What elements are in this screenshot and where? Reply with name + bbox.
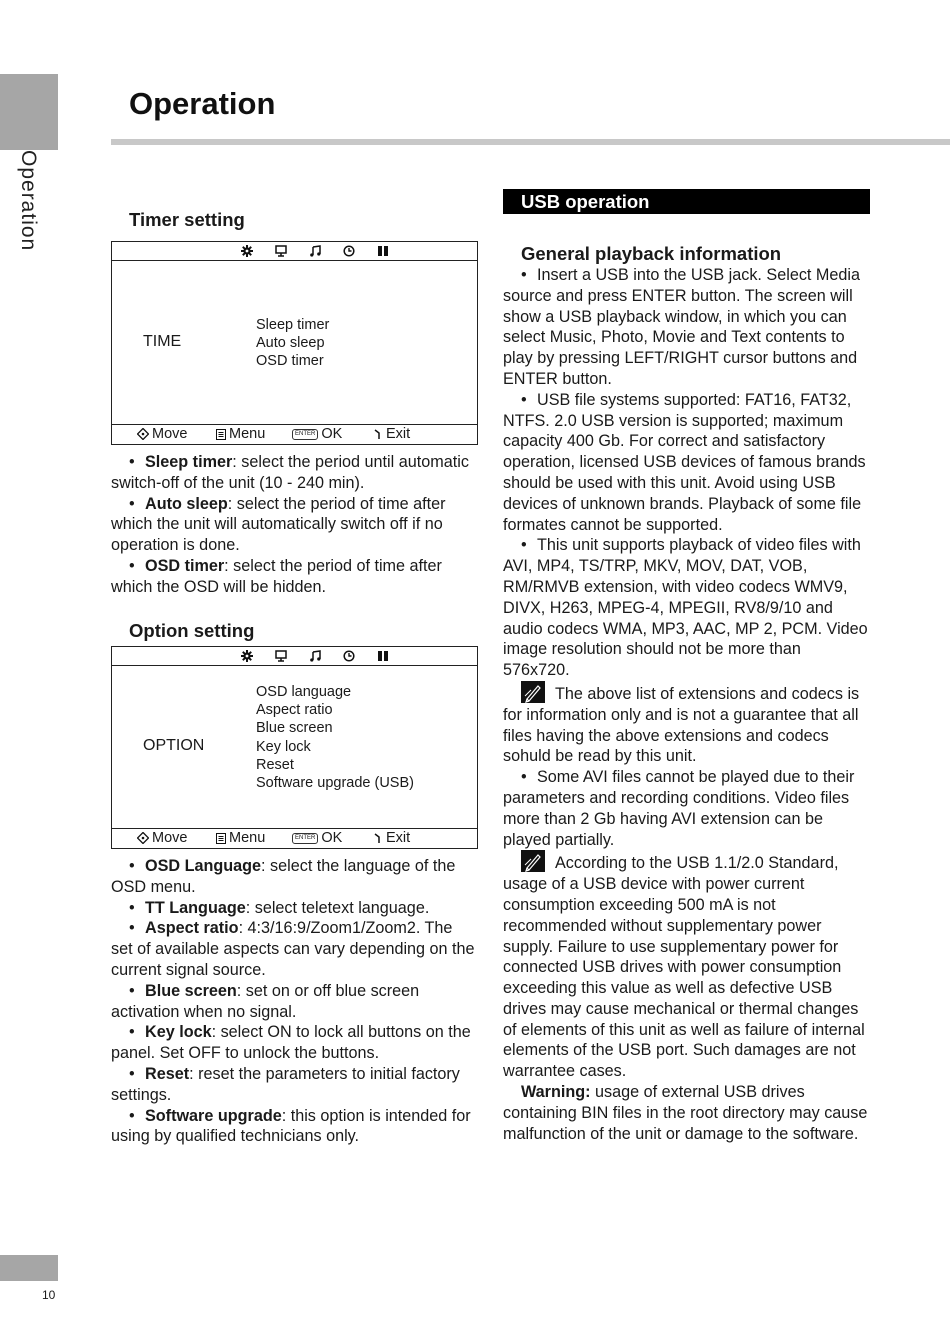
osd-category-label: OPTION <box>143 737 205 754</box>
menu-label: Menu <box>229 426 266 442</box>
usb-operation-text <box>503 265 871 1144</box>
osd-item-osd-language[interactable]: OSD language <box>256 684 352 700</box>
side-section-label: Operation <box>17 150 40 252</box>
timer-clock-icon <box>342 649 356 663</box>
bullet-reset: • Reset: reset the parameters to initial factory settings. <box>111 1064 478 1106</box>
osd-ok-hint <box>292 830 342 846</box>
title-divider <box>111 139 950 145</box>
osd-item-key-lock[interactable]: Key lock <box>256 738 311 755</box>
bullet-insert-usb: • Insert a USB into the USB jack. Select Media source and press ENTER button. The screen will show a USB playback window, in which you can select Music, Photo, Movie and Text contents to play by pressing LEFT/RIGHT cursor buttons and ENTER button. <box>503 265 871 390</box>
bullet-osd-timer: • OSD timer: select the period of time after which the OSD will be hidden. <box>111 556 478 598</box>
osd-item-software-upgrade[interactable]: Software upgrade (USB) <box>256 775 414 792</box>
bullet-aspect-ratio: • Aspect ratio: 4:3/16:9/Zoom1/Zoom2. The set of available aspects can vary depending on the current signal source. <box>111 918 478 980</box>
osd-item-auto-sleep[interactable]: Auto sleep <box>256 335 325 352</box>
timer-setting-description <box>111 452 478 598</box>
usb-operation-banner: USB operation <box>503 189 870 214</box>
osd-exit-hint <box>373 830 410 846</box>
general-playback-heading: General playback information <box>521 243 782 264</box>
note-usb-power: According to the USB 1.1/2.0 Standard, usage of a USB device with power current consumption exceeding 500 mA is not recommended without supplementary power supply. Failure to use supplementary power for connected USB drives with power consumption exceeding this value as well as defective USB drives may cause mechanical or thermal changes of elements of this unit as well as failure of internal elements of the USB port. Such damages are not warrantee cases. <box>503 850 871 1082</box>
menu-key-icon <box>216 833 226 844</box>
osd-item-reset[interactable]: Reset <box>256 756 294 773</box>
picture-monitor-icon <box>274 244 288 258</box>
osd-item-list <box>256 316 329 371</box>
settings-gear-icon <box>240 649 254 663</box>
warning-label: Warning: <box>521 1083 591 1102</box>
osd-item-osd-timer[interactable]: OSD timer <box>256 353 324 370</box>
enter-key-icon: ENTER <box>292 429 318 440</box>
move-label: Move <box>152 426 188 442</box>
ok-label: OK <box>321 830 343 846</box>
osd-tab-bar <box>112 242 477 261</box>
osd-menu-hint <box>216 830 265 846</box>
bullet-software-upgrade: • Software upgrade: this option is intended for using by qualified technicians only. <box>111 1106 478 1148</box>
osd-ok-hint <box>292 426 342 442</box>
menu-label: Menu <box>229 830 266 846</box>
picture-monitor-icon <box>274 649 288 663</box>
bullet-avi-files: • Some AVI files cannot be played due to their parameters and recording conditions. Video files more than 2 Gb having AVI extension can be played partially. <box>503 767 871 850</box>
warning-paragraph: Warning: usage of external USB drives containing BIN files in the root directory may cause malfunction of the unit or damage to the software. <box>503 1083 868 1143</box>
option-setting-description <box>111 856 478 1147</box>
sound-note-icon <box>308 649 322 663</box>
osd-tab-bar <box>112 647 477 666</box>
option-setting-heading: Option setting <box>129 620 255 641</box>
footer-tab-marker <box>0 1255 58 1281</box>
osd-move-hint <box>137 426 187 442</box>
option-osd-menu <box>111 646 478 849</box>
enter-key-icon: ENTER <box>292 833 318 844</box>
bullet-key-lock: • Key lock: select ON to lock all buttons on the panel. Set OFF to unlock the buttons. <box>111 1022 478 1064</box>
note-extensions: The above list of extensions and codecs is for information only and is not a guarantee that all files having the above extensions and codecs sohuld be read by this unit. <box>503 681 871 767</box>
osd-body <box>112 666 477 829</box>
timer-setting-heading: Timer setting <box>129 209 245 230</box>
osd-footer <box>112 425 477 444</box>
note-pen-icon <box>521 681 545 703</box>
note-pen-icon <box>521 850 545 872</box>
bullet-supported-formats: • This unit supports playback of video files with AVI, MP4, TS/TRP, MKV, MOV, DAT, VOB, RM/RMVB extension, with video codecs WMV9, DIVX, H263, MPEG-4, MPEGII, RV8/9/10 and audio codecs WMA, MP3, AAC, MP 2, PCM. Video image resolution should not be more than 576x720. <box>503 535 871 681</box>
option-bars-icon <box>376 649 390 663</box>
osd-menu-hint <box>216 426 265 442</box>
osd-exit-hint <box>373 426 410 442</box>
move-arrows-icon <box>137 428 149 440</box>
exit-return-icon <box>373 429 383 440</box>
option-bars-icon <box>376 244 390 258</box>
exit-label: Exit <box>386 426 411 442</box>
timer-clock-icon <box>342 244 356 258</box>
menu-key-icon <box>216 429 226 440</box>
bullet-blue-screen: • Blue screen: set on or off blue screen activation when no signal. <box>111 981 478 1023</box>
osd-footer <box>112 829 477 848</box>
bullet-auto-sleep: • Auto sleep: select the period of time after which the unit will automatically switch off if no operation is done. <box>111 494 478 556</box>
bullet-osd-language: • OSD Language: select the language of the OSD menu. <box>111 856 478 898</box>
timer-osd-menu <box>111 241 478 445</box>
bullet-file-systems: • USB file systems supported: FAT16, FAT32, NTFS. 2.0 USB version is supported; maximum capacity 400 Gb. For correct and satisfactory operation, licensed USB devices of famous brands should be used with this unit. Avoid using USB devices of unknown brands. Playback of some file formates cannot be supported. <box>503 390 871 536</box>
side-tab-marker <box>0 74 58 150</box>
settings-gear-icon <box>240 244 254 258</box>
page-number: 10 <box>42 1288 56 1302</box>
osd-item-aspect-ratio[interactable]: Aspect ratio <box>256 702 333 719</box>
bullet-sleep-timer: • Sleep timer: select the period until automatic switch-off of the unit (10 - 240 min). <box>111 452 478 494</box>
move-label: Move <box>152 830 188 846</box>
sound-note-icon <box>308 244 322 258</box>
osd-item-sleep-timer[interactable]: Sleep timer <box>256 317 330 333</box>
page-title: Operation <box>129 86 276 121</box>
exit-label: Exit <box>386 830 411 846</box>
bullet-tt-language: • TT Language: select teletext language. <box>111 898 478 919</box>
osd-item-blue-screen[interactable]: Blue screen <box>256 720 333 737</box>
osd-body <box>112 261 477 425</box>
ok-label: OK <box>321 426 343 442</box>
exit-return-icon <box>373 833 383 844</box>
osd-item-list <box>256 683 414 792</box>
osd-move-hint <box>137 830 187 846</box>
osd-category-label: TIME <box>143 333 182 350</box>
move-arrows-icon <box>137 832 149 844</box>
